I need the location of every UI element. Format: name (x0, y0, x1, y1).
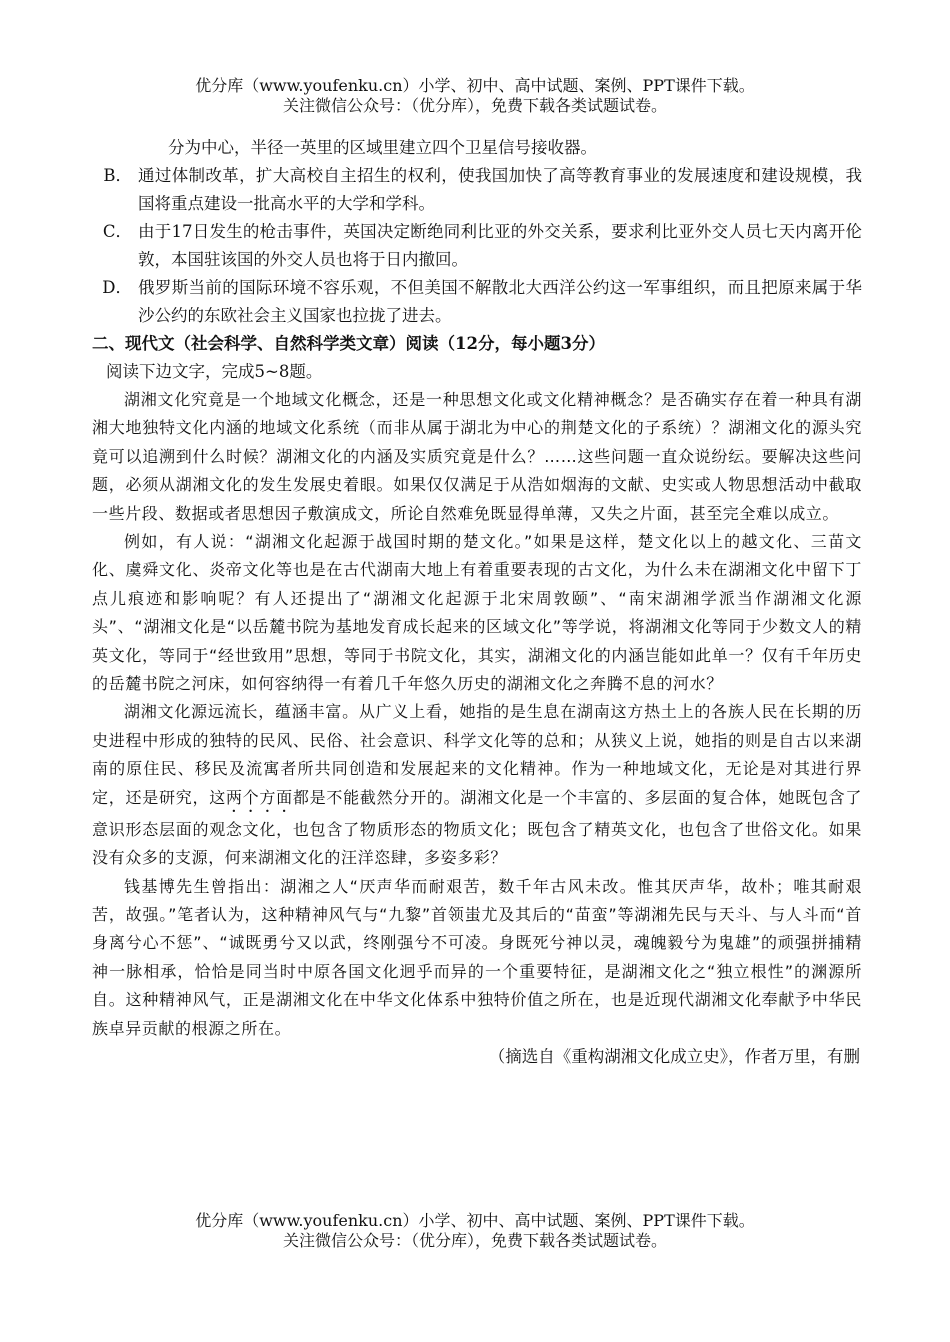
section-instruction: 阅读下边文字，完成5~8题。 (106, 362, 323, 381)
option-letter: C． (102, 222, 132, 241)
option-letter: B． (103, 166, 132, 185)
section-title: 二、现代文（社会科学、自然科学类文章）阅读（12分，每小题3分） (92, 334, 605, 353)
article-paragraph-4: 钱基博先生曾指出：湖湘之人“厌声华而耐艰苦，数千年古风未改。惟其厌声华，故朴；唯其耐艰苦，故强。”笔者认为，这种精神风气与“九黎”首领蚩尤及其后的“苗蛮”等湖湘先民与天斗、与人斗而“首身离兮心不惩”、“诚既勇兮又以武，终刚强兮不可凌。身既死兮神以灵，魂魄毅兮为鬼雄”的顽强拼捕精神一脉相承，恰恰是同当时中原各国文化迥乎而异的一个重要特征，是湖湘文化之“独立根性”的渊源所自。这种精神风气，正是湖湘文化在中华文化体系中独特价值之所在，也是近现代湖湘文化奉献予中华民族卓异贡献的根源之所在。 (92, 876, 862, 1038)
article-paragraph-3 (92, 698, 862, 872)
option-d (92, 274, 862, 330)
option-text: 通过体制改革，扩大高校自主招生的权利，使我国加快了高等教育事业的发展速度和建设规模，我国将重点建设一批高水平的大学和学科。 (138, 166, 862, 213)
page-footer (0, 1211, 950, 1251)
header-line-2: 关注微信公众号：（优分库），免费下载各类试题试卷。 (282, 96, 667, 115)
footer-line-2: 关注微信公众号：（优分库），免费下载各类试题试卷。 (282, 1231, 667, 1250)
emphasized-phrase: 两个方面 (225, 787, 293, 807)
option-a-continuation: 分为中心，半径一英里的区域里建立四个卫星信号接收器。 (168, 138, 597, 157)
article-paragraph-2: 例如，有人说：“湖湘文化起源于战国时期的楚文化。”如果是这样，楚文化以上的越文化、三苗文化、虞舜文化、炎帝文化等也是在古代湖南大地上有着重要表现的古文化，为什么未在湖湘文化中留下丁点儿痕迹和影响呢？有人还提出了“湖湘文化起源于北宋周敦颐”、“南宋湖湘学派当作湖湘文化源头”、“湖湘文化是“以岳麓书院为基地发育成长起来的区域文化”等学说，将湖湘文化等同于少数文人的精英文化，等同于“经世致用”思想，等同于书院文化，其实，湖湘文化的内涵岂能如此单一？仅有千年历史的岳麓书院之河床，如何容纳得一有着几千年悠久历史的湖湘文化之奔腾不息的河水？ (92, 532, 862, 694)
paragraph-text: 湖湘文化源远流长，蕴涵丰富。从广义上看，她指的是生息在湖南这方热土上的各族人民在长期的历史进程中形成的独特的民风、民俗、社会意识、科学文化等的总和；从狭义上说，她指的则是自古以来湖南的原住民、移民及流寓者所共同创造和发展起来的文化精神。作为一种地域文化，无论是对其进行界定，还是研究，这 (92, 702, 862, 807)
exam-content (92, 134, 862, 1071)
option-text: 由于17日发生的枪击事件，英国决定断绝同利比亚的外交关系，要求利比亚外交人员七天内离开伦敦，本国驻该国的外交人员也将于日内撤回。 (138, 222, 862, 269)
article-paragraph-1: 湖湘文化究竟是一个地域文化概念，还是一种思想文化或文化精神概念？是否确实存在着一种具有湖湘大地独特文化内涵的地域文化系统（而非从属于湖北为中心的荆楚文化的子系统）？湖湘文化的源头究竟可以追溯到什么时候？湖湘文化的内涵及实质究竟是什么？……这些问题一直众说纷纭。要解决这些问题，必须从湖湘文化的发生发展史着眼。如果仅仅满足于从浩如烟海的文献、史实或人物思想活动中截取一些片段、数据或者思想因子敷演成文，所论自然难免既显得单薄，又失之片面，甚至完全难以成立。 (92, 390, 862, 523)
option-letter: D． (102, 278, 132, 297)
page-header (0, 76, 950, 116)
option-b (92, 162, 862, 218)
paragraph-text: 都是不能截然分开的。湖湘文化是一个丰富的、多层面的复合体，她既包含了意识形态层面的观念文化，也包含了物质形态的物质文化；既包含了精英文化，也包含了世俗文化。如果没有众多的支源，何来湖湘文化的汪洋恣肆，多姿多彩？ (92, 787, 862, 868)
option-c (92, 218, 862, 274)
footer-line-1: 优分库（www.youfenku.cn）小学、初中、高中试题、案例、PPT课件下载。 (195, 1211, 755, 1230)
option-text: 俄罗斯当前的国际环境不容乐观，不但美国不解散北大西洋公约这一军事组织，而且把原来属于华沙公约的东欧社会主义国家也拉拢了进去。 (138, 278, 862, 325)
header-line-1: 优分库（www.youfenku.cn）小学、初中、高中试题、案例、PPT课件下载。 (195, 76, 755, 95)
article-source: （摘选自《重构湖湘文化成立史》，作者万里，有删 (488, 1046, 860, 1066)
